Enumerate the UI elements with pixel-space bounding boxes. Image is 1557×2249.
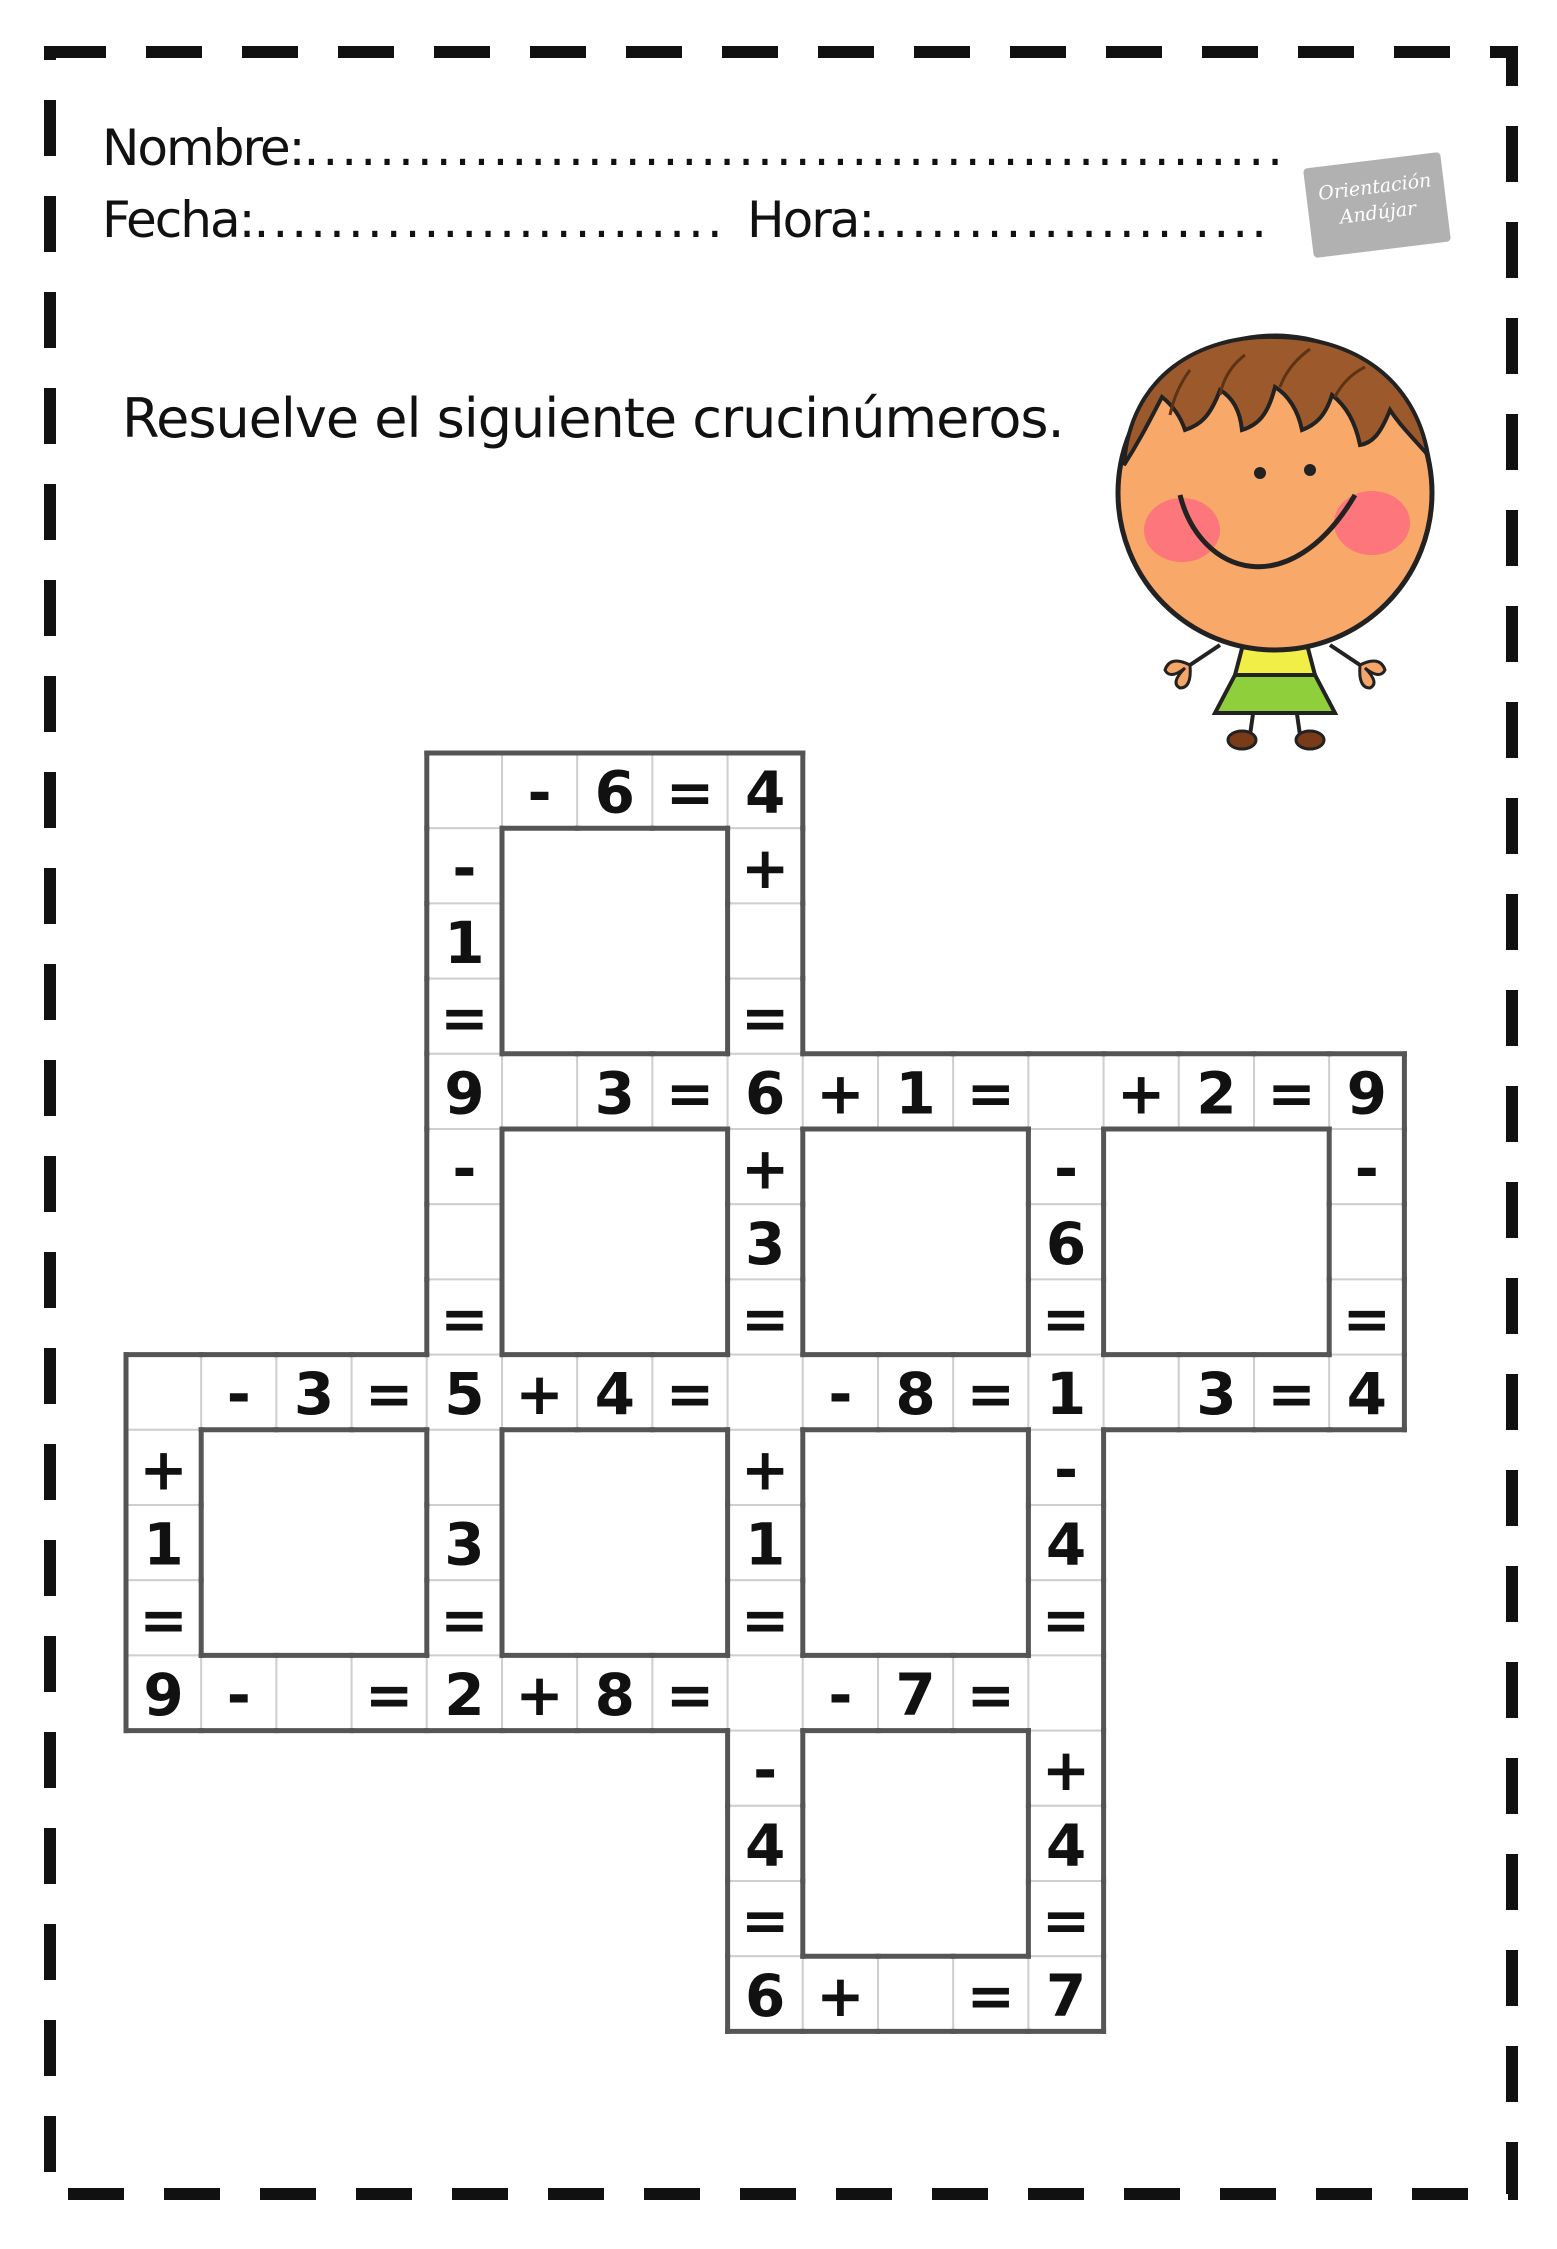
operator-symbol: = [740,1585,790,1654]
number-clue: 3 [594,1059,635,1128]
operator-symbol: - [452,1134,477,1203]
number-clue: 3 [293,1360,335,1429]
number-clue: 2 [1196,1059,1237,1128]
logo-text-line1: Orientación [1317,169,1433,205]
operator-symbol: - [753,1736,778,1805]
operator-symbol: + [740,1435,790,1504]
time-blank: ..................... [873,191,1270,249]
operator-symbol: = [665,1059,715,1128]
operator-symbol: = [364,1360,414,1429]
blank-answer-cell[interactable] [728,903,803,978]
operator-symbol: + [515,1360,564,1429]
number-clue: 4 [1045,1811,1087,1880]
number-clue: 3 [444,1510,485,1579]
blank-answer-cell[interactable] [1028,1054,1103,1129]
operator-symbol: + [515,1661,564,1729]
operator-symbol: = [1041,1585,1091,1654]
number-clue: 4 [594,1360,635,1429]
time-label: Hora: [747,191,874,249]
blank-answer-cell[interactable] [1104,1355,1179,1430]
number-clue: 7 [895,1661,936,1729]
blank-answer-cell[interactable] [427,753,502,828]
blank-answer-cell[interactable] [1028,1655,1103,1730]
operator-symbol: = [139,1585,188,1654]
number-clue: 7 [1045,1961,1087,2030]
operator-symbol: = [966,1360,1016,1429]
operator-symbol: - [828,1360,853,1429]
operator-symbol: - [226,1360,251,1429]
operator-symbol: - [1053,1134,1079,1203]
operator-symbol: + [816,1961,865,2030]
operator-symbol: + [740,1134,790,1203]
blank-answer-cell[interactable] [728,1355,803,1430]
operator-symbol: = [966,1661,1016,1729]
number-clue: 9 [1346,1059,1387,1128]
operator-symbol: = [665,1360,715,1429]
number-clue: 3 [1196,1360,1237,1429]
operator-symbol: - [828,1661,853,1729]
operator-symbol: - [1354,1134,1379,1203]
instruction-text: Resuelve el siguiente crucinúmeros. [122,387,1064,450]
blank-answer-cell[interactable] [427,1430,502,1505]
operator-symbol: = [1267,1059,1316,1128]
operator-symbol: + [740,833,790,902]
operator-symbol: + [139,1435,188,1504]
operator-symbol: = [1041,1285,1091,1353]
date-blank: ......................... [253,191,726,249]
blank-answer-cell[interactable] [427,1204,502,1279]
operator-symbol: = [1267,1360,1316,1429]
operator-symbol: = [440,1285,489,1353]
operator-symbol: = [665,1661,715,1729]
number-clue: 1 [1045,1360,1087,1429]
number-clue: 8 [594,1661,635,1729]
number-clue: 5 [444,1360,485,1429]
number-clue: 9 [143,1661,184,1729]
number-clue: 1 [143,1510,184,1579]
number-clue: 3 [745,1209,786,1278]
operator-symbol: + [816,1059,865,1128]
operator-symbol: + [1041,1736,1091,1805]
number-clue: 6 [745,1961,786,2030]
number-clue: 6 [745,1059,786,1128]
operator-symbol: = [440,1585,489,1654]
blank-answer-cell[interactable] [728,1655,803,1730]
number-clue: 4 [745,758,786,827]
number-clue: 6 [594,758,635,827]
operator-symbol: - [1053,1435,1079,1504]
blank-answer-cell[interactable] [502,1054,577,1129]
blank-answer-cell[interactable] [276,1655,351,1730]
operator-symbol: - [452,833,477,902]
number-clue: 4 [745,1811,786,1880]
operator-symbol: = [364,1661,414,1729]
operator-symbol: = [740,984,790,1053]
number-clue: 4 [1045,1510,1087,1579]
operator-symbol: = [665,758,715,827]
number-clue: 2 [444,1661,485,1729]
blank-answer-cell[interactable] [878,1956,953,2031]
number-clue: 1 [444,909,485,977]
logo-text-line2: Andújar [1338,197,1418,229]
operator-symbol: = [740,1285,790,1353]
name-label: Nombre: [102,119,304,177]
operator-symbol: - [226,1661,251,1729]
number-clue: 4 [1346,1360,1387,1429]
date-label: Fecha: [102,191,254,249]
operator-symbol: = [440,984,489,1053]
operator-symbol: = [1041,1886,1091,1955]
operator-symbol: = [966,1059,1016,1128]
operator-symbol: = [1342,1285,1392,1353]
blank-answer-cell[interactable] [1329,1204,1404,1279]
operator-symbol: + [1116,1059,1166,1128]
number-clue: 1 [895,1059,936,1128]
number-clue: 6 [1045,1209,1087,1278]
operator-symbol: = [966,1961,1016,2030]
number-clue: 8 [895,1360,936,1429]
operator-symbol: = [740,1886,790,1955]
operator-symbol: - [527,758,552,827]
number-clue: 1 [745,1510,786,1579]
name-blank: .................................................... [303,119,1286,177]
number-clue: 9 [444,1059,485,1128]
blank-answer-cell[interactable] [126,1355,201,1430]
